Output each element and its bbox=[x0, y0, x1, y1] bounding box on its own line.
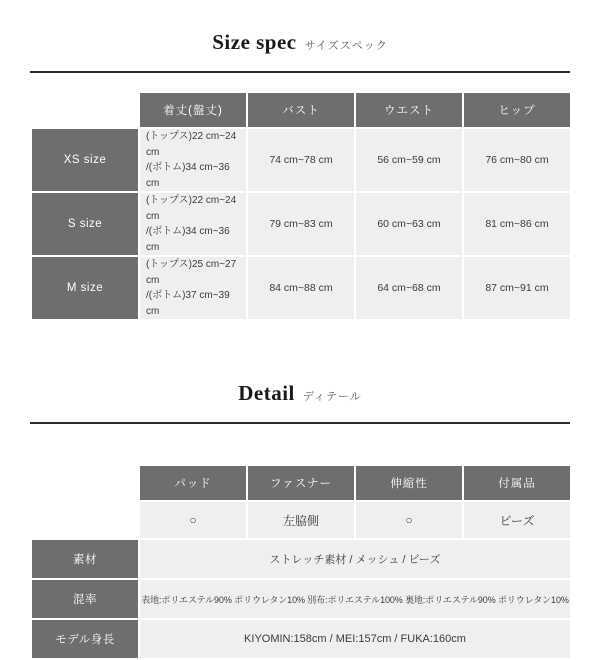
length-line-2: /(ボトム)34 cm~36 cm bbox=[146, 162, 230, 189]
detail-value-fastener: 左脇側 bbox=[247, 501, 355, 539]
detail-value-pad: ○ bbox=[139, 501, 247, 539]
length-line-1: (トップス)25 cm~27 cm bbox=[146, 259, 237, 286]
detail-row-value-composition: 表地:ポリエステル90% ポリウレタン10% 別布:ポリエステル100% 裏地:ポリエステル90% ポリウレタン10% bbox=[139, 579, 571, 619]
size-cell-bust-xs: 74 cm~78 cm bbox=[247, 128, 355, 192]
length-line-1: (トップス)22 cm~24 cm bbox=[146, 195, 237, 222]
size-spec-header-bust: バスト bbox=[247, 92, 355, 128]
detail-header-pad: パッド bbox=[139, 465, 247, 501]
detail-title-jp: ディテール bbox=[302, 391, 362, 403]
length-line-1: (トップス)22 cm~24 cm bbox=[146, 131, 237, 158]
table-row bbox=[31, 619, 571, 659]
table-row bbox=[31, 579, 571, 619]
length-line-2: /(ボトム)34 cm~36 cm bbox=[146, 226, 230, 253]
size-row-label-xs: XS size bbox=[31, 128, 139, 192]
spacer bbox=[30, 424, 570, 464]
detail-row-value-material: ストレッチ素材 / メッシュ / ビーズ bbox=[139, 539, 571, 579]
detail-row-label-composition: 混率 bbox=[31, 579, 139, 619]
length-line-2: /(ボトム)37 cm~39 cm bbox=[146, 290, 230, 317]
size-spec-table bbox=[30, 91, 572, 321]
table-row bbox=[31, 256, 571, 320]
detail-table bbox=[30, 464, 572, 660]
size-cell-waist-s: 60 cm~63 cm bbox=[355, 192, 463, 256]
size-cell-bust-s: 79 cm~83 cm bbox=[247, 192, 355, 256]
table-row bbox=[31, 539, 571, 579]
table-header-row bbox=[31, 92, 571, 128]
detail-row-label-model-height: モデル身長 bbox=[31, 619, 139, 659]
detail-header-stretch: 伸縮性 bbox=[355, 465, 463, 501]
size-spec-header-hip: ヒップ bbox=[463, 92, 571, 128]
detail-header-accessory: 付属品 bbox=[463, 465, 571, 501]
spacer bbox=[30, 73, 570, 91]
size-cell-length-s bbox=[139, 192, 247, 256]
detail-header-0 bbox=[31, 465, 139, 501]
size-row-label-m: M size bbox=[31, 256, 139, 320]
size-cell-waist-m: 64 cm~68 cm bbox=[355, 256, 463, 320]
size-cell-hip-xs: 76 cm~80 cm bbox=[463, 128, 571, 192]
table-row bbox=[31, 501, 571, 539]
size-spec-title-en: Size spec bbox=[212, 30, 297, 54]
size-cell-hip-s: 81 cm~86 cm bbox=[463, 192, 571, 256]
table-row bbox=[31, 192, 571, 256]
size-cell-length-m bbox=[139, 256, 247, 320]
table-row bbox=[31, 128, 571, 192]
size-cell-bust-m: 84 cm~88 cm bbox=[247, 256, 355, 320]
size-row-label-s: S size bbox=[31, 192, 139, 256]
detail-heading bbox=[30, 321, 570, 416]
detail-title-en: Detail bbox=[238, 381, 295, 405]
size-spec-header-0 bbox=[31, 92, 139, 128]
size-spec-heading bbox=[30, 0, 570, 65]
detail-value-stretch: ○ bbox=[355, 501, 463, 539]
detail-row-value-model-height: KIYOMIN:158cm / MEI:157cm / FUKA:160cm bbox=[139, 619, 571, 659]
size-spec-title-jp: サイズスペック bbox=[304, 40, 388, 52]
detail-value-0 bbox=[31, 501, 139, 539]
table-header-row bbox=[31, 465, 571, 501]
size-cell-length-xs bbox=[139, 128, 247, 192]
detail-header-fastener: ファスナー bbox=[247, 465, 355, 501]
detail-row-label-material: 素材 bbox=[31, 539, 139, 579]
detail-value-accessory: ビーズ bbox=[463, 501, 571, 539]
size-cell-waist-xs: 56 cm~59 cm bbox=[355, 128, 463, 192]
size-cell-hip-m: 87 cm~91 cm bbox=[463, 256, 571, 320]
size-spec-header-waist: ウエスト bbox=[355, 92, 463, 128]
size-spec-header-length: 着丈(盤丈) bbox=[139, 92, 247, 128]
